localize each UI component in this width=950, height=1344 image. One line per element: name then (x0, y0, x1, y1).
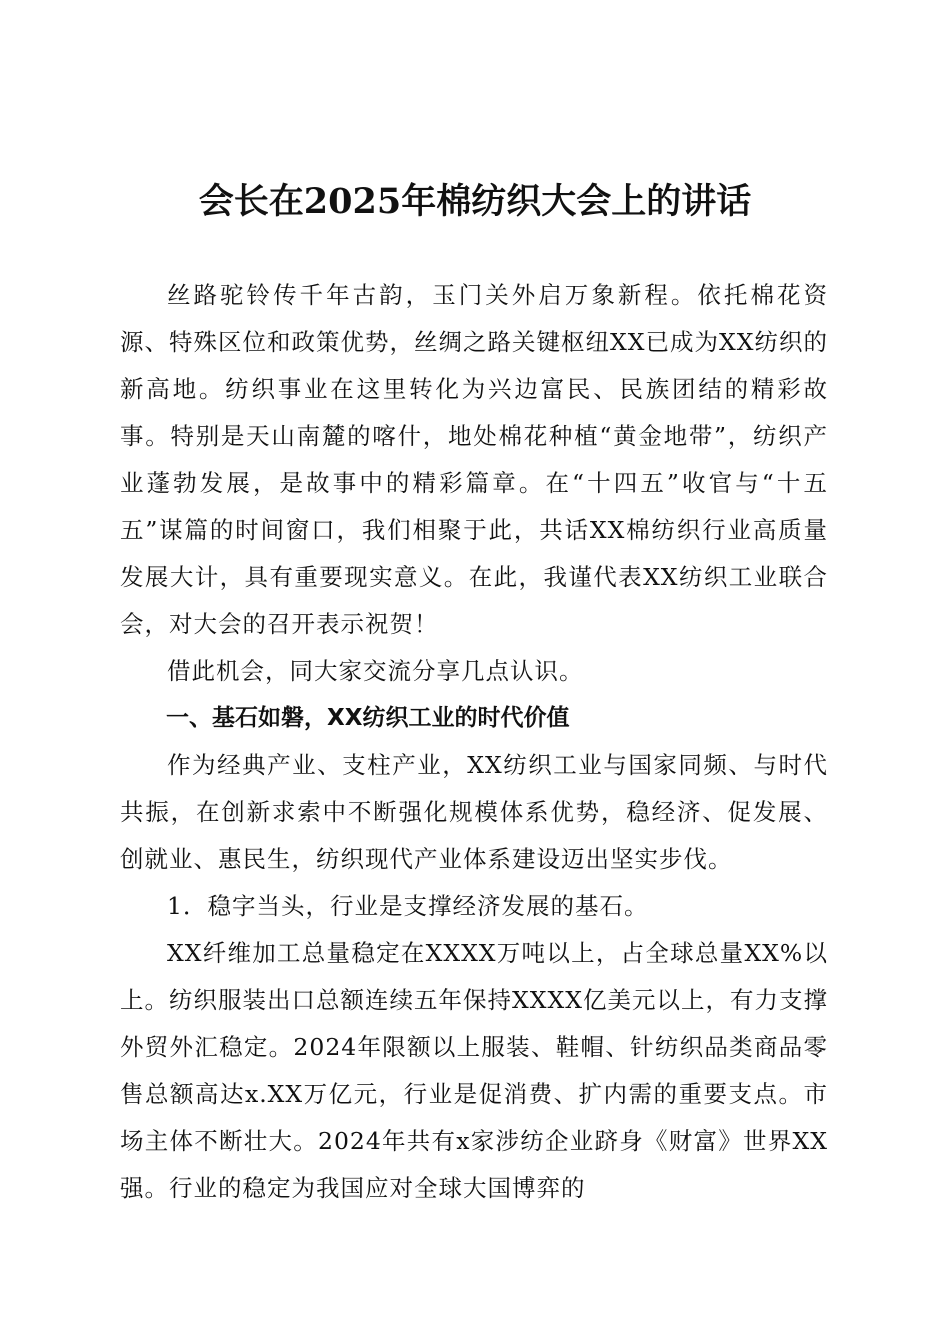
document-body (120, 272, 828, 1212)
paragraph-opening: 丝路驼铃传千年古韵，玉门关外启万象新程。依托棉花资源、特殊区位和政策优势，丝绸之路关键枢纽XX已成为XX纺织的新高地。纺织事业在这里转化为兴边富民、民族团结的精彩故事。特别是天山南麓的喀什，地处棉花种植“黄金地带”，纺织产业蓬勃发展，是故事中的精彩篇章。在“十四五”收官与“十五五”谋篇的时间窗口，我们相聚于此，共话XX棉纺织行业高质量发展大计，具有重要现实意义。在此，我谨代表XX纺织工业联合会，对大会的召开表示祝贺！ (120, 281, 828, 638)
paragraph-intro: 借此机会，同大家交流分享几点认识。 (167, 657, 584, 685)
section-heading-1: 一、基石如磐，XX纺织工业的时代价值 (166, 705, 570, 731)
document-title: 会长在2025年棉纺织大会上的讲话 (198, 181, 752, 222)
paragraph-section-1: 作为经典产业、支柱产业，XX纺织工业与国家同频、与时代共振，在创新求索中不断强化规模体系优势，稳经济、促发展、创就业、惠民生，纺织现代产业体系建设迈出坚实步伐。 (120, 751, 828, 873)
subsection-heading-1: 1．稳字当头，行业是支撑经济发展的基石。 (167, 892, 649, 920)
paragraph-subsection-1: XX纤维加工总量稳定在XXXX万吨以上，占全球总量XX%以上。纺织服装出口总额连续五年保持XXXX亿美元以上，有力支撑外贸外汇稳定。2024年限额以上服装、鞋帽、针纺织品类商品零售总额高达x.XX万亿元，行业是促消费、扩内需的重要支点。市场主体不断壮大。2024年共有x家涉纺企业跻身《财富》世界XX强。行业的稳定为我国应对全球大国博弈的 (120, 939, 828, 1202)
